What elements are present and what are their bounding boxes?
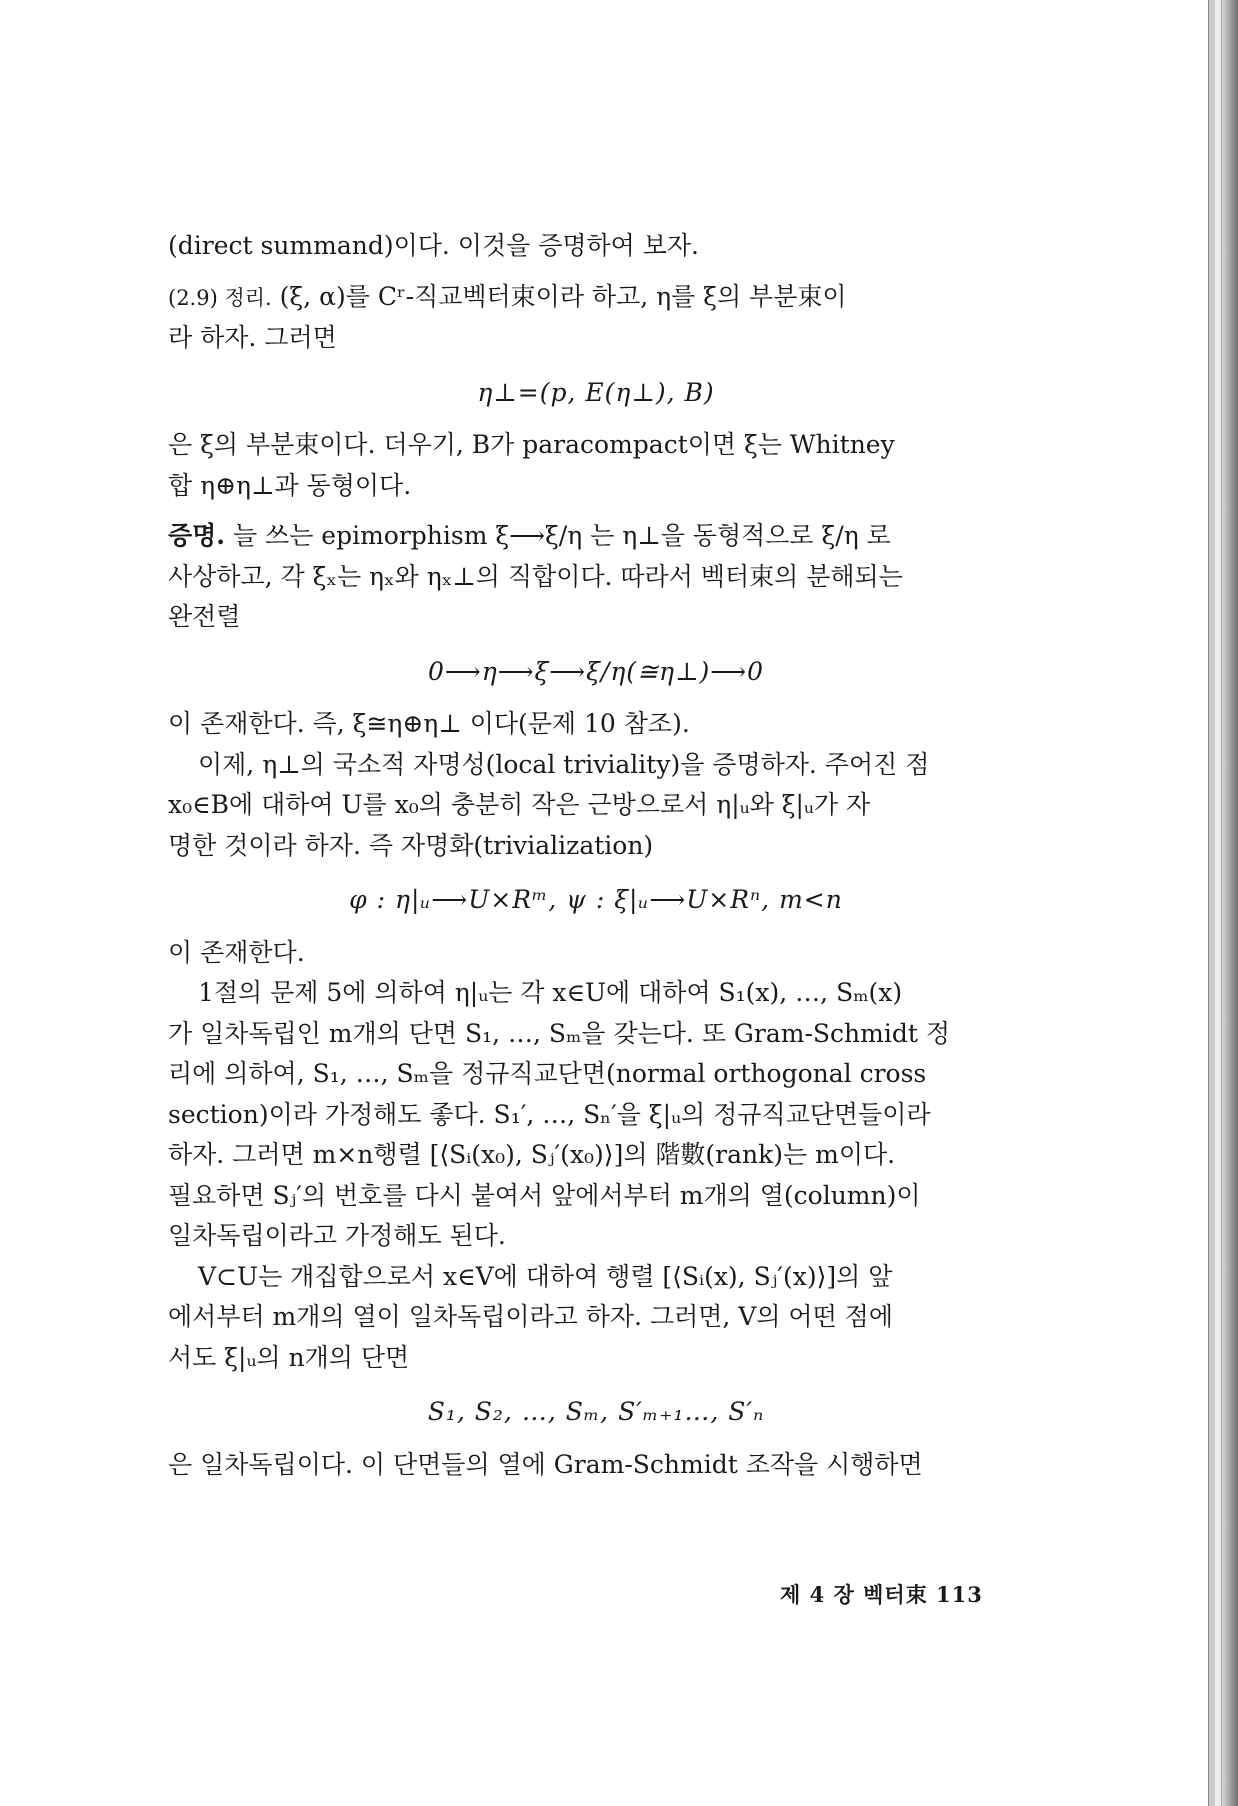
text-line: 이제, η⊥의 국소적 자명성(local triviality)을 증명하자. 주어진 점: [198, 749, 930, 779]
text-line: 명한 것이라 하자. 즉 자명화(trivialization): [168, 830, 654, 860]
text-line: 이 존재한다. 즉, ξ≅η⊕η⊥ 이다(문제 10 참조).: [168, 709, 690, 738]
theorem-label: (2.9) 정리.: [168, 285, 272, 310]
text-line: 1절의 문제 5에 의하여 η|ᵤ는 각 x∈U에 대하여 S₁(x), …, Sₘ(x): [198, 978, 903, 1007]
equation: S₁, S₂, …, Sₘ, S′ₘ₊₁…, S′ₙ: [427, 1397, 765, 1426]
text-line: V⊂U는 개집합으로서 x∈V에 대하여 행렬 [⟨Sᵢ(x), Sⱼ′(x)⟩]의 앞: [198, 1261, 893, 1291]
text-line: 합 η⊕η⊥과 동형이다.: [168, 470, 412, 500]
text-line: x₀∈B에 대하여 U를 x₀의 충분히 작은 근방으로서 η|ᵤ와 ξ|ᵤ가 자: [168, 790, 871, 819]
text-line: 완전렬: [168, 602, 241, 631]
page-edge: [1222, 0, 1238, 1806]
equation: 0⟶η⟶ξ⟶ξ/η(≅η⊥)⟶0: [427, 656, 765, 686]
text-line: 리에 의하여, S₁, …, Sₘ을 정규직교단면(normal orthogonal cross: [168, 1059, 927, 1088]
text-line: section)이라 가정해도 좋다. S₁′, …, Sₙ′을 ξ|ᵤ의 정규직교단면들이라: [168, 1099, 931, 1129]
text-line: 은 일차독립이다. 이 단면들의 열에 Gram-Schmidt 조작을 시행하면: [168, 1449, 923, 1479]
text-line: 이 존재한다.: [168, 937, 305, 967]
page-body: [168, 226, 1024, 1485]
text-line: 하자. 그러면 m×n행렬 [⟨Sᵢ(x₀), Sⱼ′(x₀)⟩]의 階數(rank)는 m이다.: [168, 1140, 896, 1169]
text-line: 사상하고, 각 ξₓ는 ηₓ와 ηₓ⊥의 직합이다. 따라서 벡터束의 분해되는: [168, 561, 903, 591]
page-footer: 제 4 장 벡터束 113: [780, 1582, 983, 1607]
text-line: 에서부터 m개의 열이 일차독립이라고 하자. 그러면, V의 어떤 점에: [168, 1302, 893, 1331]
text-line: 필요하면 Sⱼ′의 번호를 다시 붙여서 앞에서부터 m개의 열(column)이: [168, 1180, 921, 1210]
proof-label: 증명.: [168, 521, 226, 550]
theorem-line: [168, 277, 1024, 319]
text-line: (direct summand)이다. 이것을 증명하여 보자.: [168, 231, 699, 260]
proof-text: 늘 쓰는 epimorphism ξ⟶ξ/η 는 η⊥을 동형적으로 ξ/η 로: [225, 521, 891, 550]
text-line: 일차독립이라고 가정해도 된다.: [168, 1221, 506, 1250]
text-line: 은 ξ의 부분束이다. 더우기, B가 paracompact이면 ξ는 Whitney: [168, 430, 895, 459]
equation: η⊥=(p, E(η⊥), B): [477, 377, 715, 407]
proof-line: [168, 516, 1024, 557]
theorem-text: (ξ, α)를 Cʳ-직교벡터束이라 하고, η를 ξ의 부분束이: [271, 281, 847, 311]
equation: φ : η|ᵤ⟶U×Rᵐ, ψ : ξ|ᵤ⟶U×Rⁿ, m<n: [349, 885, 843, 914]
text-line: 가 일차독립인 m개의 단면 S₁, …, Sₘ을 갖는다. 또 Gram-Schmidt 정: [168, 1018, 950, 1048]
text-line: 라 하자. 그러면: [168, 323, 337, 352]
text-line: 서도 ξ|ᵤ의 n개의 단면: [168, 1342, 410, 1372]
